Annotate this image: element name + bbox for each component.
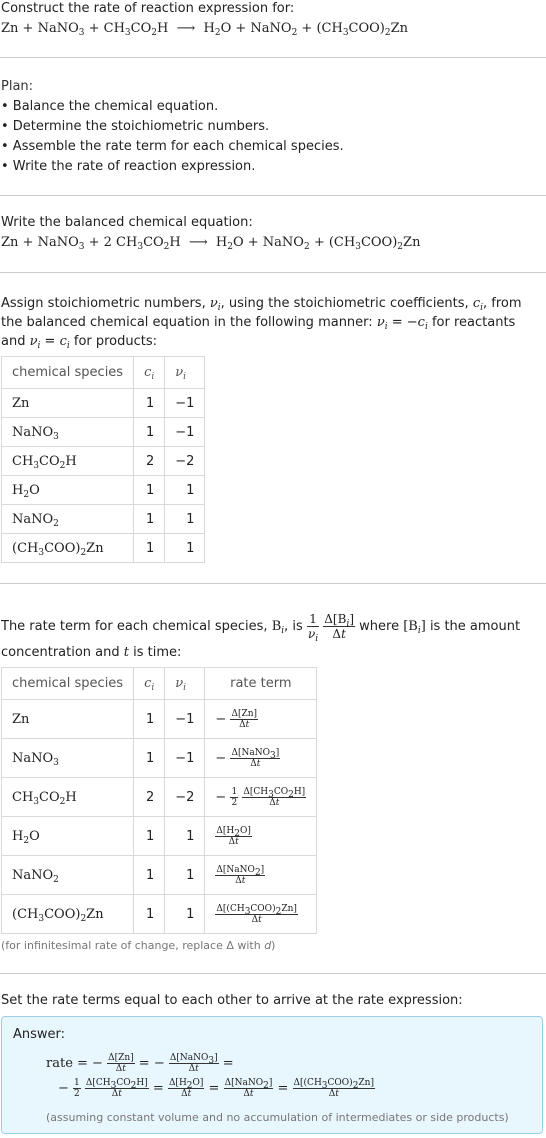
- nu-cell: −1: [165, 418, 205, 447]
- assumption-note: (assuming constant volume and no accumulation of intermediates or side products): [46, 1111, 509, 1124]
- answer-box: [1, 1016, 543, 1134]
- column-header: chemical species: [2, 357, 134, 389]
- species-cell: NaNO$_2$: [2, 856, 134, 895]
- c-cell: 1: [134, 817, 165, 856]
- column-header: $\nu_i$: [165, 357, 205, 389]
- c-cell: 1: [134, 389, 165, 418]
- species-cell: NaNO$_2$: [2, 505, 134, 534]
- divider: [0, 973, 546, 974]
- nu-cell: 1: [165, 856, 205, 895]
- nu-cell: −1: [165, 389, 205, 418]
- table-row: [2, 895, 317, 934]
- stoich-intro: the balanced chemical equation in the following manner: $\nu_i = -c_i$ for reactants: [1, 315, 516, 332]
- species-cell: $CH_3CO_2H$: [2, 778, 134, 817]
- nu-cell: −1: [165, 739, 205, 778]
- prompt-title: Construct the rate of reaction expression for:: [1, 1, 295, 16]
- table-row: [2, 476, 205, 505]
- c-cell: 1: [134, 534, 165, 563]
- nu-cell: 1: [165, 505, 205, 534]
- balanced-equation: Zn + NaNO$_3$ + 2 $CH_3CO_2H$ ⟶ $H_2O$ + NaNO$_2$ + $(CH_3COO)_2Zn$: [1, 235, 421, 252]
- table-row: [2, 856, 317, 895]
- c-cell: 1: [134, 739, 165, 778]
- rate-term-cell: $\frac{\Delta[NaNO_2]}{\Delta t}$: [205, 856, 317, 895]
- table-row: [2, 700, 317, 739]
- plan-step: • Assemble the rate term for each chemical species.: [1, 139, 344, 154]
- species-cell: NaNO$_3$: [2, 739, 134, 778]
- table-row: [2, 447, 205, 476]
- species-cell: NaNO$_3$: [2, 418, 134, 447]
- divider: [0, 272, 546, 273]
- plan-step: • Balance the chemical equation.: [1, 99, 219, 114]
- rate-term-formula: $\frac{1}{\nu_i}$: [307, 612, 319, 644]
- table-row: [2, 817, 317, 856]
- divider: [0, 195, 546, 196]
- species-cell: Zn: [2, 700, 134, 739]
- rate-expression-line2: − $\frac{1}{2}$ $\frac{\Delta[CH_3CO_2H]}{\Delta t}$ = $\frac{\Delta[H_2O]}{\Delta t}$ = $\frac{\Delta[NaNO_2]}{\Delta t}$ = $\frac{\Delta[(CH_3COO)_2Zn]}{\Delta t}$: [58, 1078, 374, 1099]
- nu-cell: 1: [165, 534, 205, 563]
- table-row: [2, 739, 317, 778]
- species-cell: $H_2O$: [2, 817, 134, 856]
- c-cell: 2: [134, 778, 165, 817]
- c-cell: 1: [134, 856, 165, 895]
- table-row: [2, 389, 205, 418]
- c-cell: 1: [134, 895, 165, 934]
- species-cell: $(CH_3COO)_2Zn$: [2, 534, 134, 563]
- c-cell: 1: [134, 418, 165, 447]
- column-header: $c_i$: [134, 668, 165, 700]
- c-cell: 2: [134, 447, 165, 476]
- rate-term-intro: The rate term for each chemical species, $B_i$, is $\frac{1}{\nu_i}$ $\frac{\Delta[B_i]}{\Delta t}$ where $[B_i]$ is the amount: [1, 612, 521, 644]
- divider: [0, 57, 546, 58]
- c-cell: 1: [134, 700, 165, 739]
- stoich-table: [1, 356, 205, 563]
- nu-cell: −1: [165, 700, 205, 739]
- nu-cell: 1: [165, 476, 205, 505]
- plan-heading: Plan:: [1, 79, 34, 94]
- stoich-intro: Assign stoichiometric numbers, $\nu_i$, using the stoichiometric coefficients, $c_i$, from: [1, 296, 522, 313]
- stoich-intro: and $\nu_i = c_i$ for products:: [1, 334, 158, 351]
- rate-term-table: [1, 667, 317, 934]
- table-row: [2, 505, 205, 534]
- answer-label: Answer:: [13, 1027, 66, 1042]
- column-header: rate term: [205, 668, 317, 700]
- nu-cell: −2: [165, 447, 205, 476]
- species-cell: Zn: [2, 389, 134, 418]
- rate-label: rate: [46, 1056, 73, 1071]
- infinitesimal-note: (for infinitesimal rate of change, replace Δ with d): [1, 939, 276, 952]
- column-header: chemical species: [2, 668, 134, 700]
- plan-step: • Determine the stoichiometric numbers.: [1, 119, 270, 134]
- reaction-equation: Zn + NaNO$_3$ + $CH_3CO_2H$ ⟶ $H_2O$ + NaNO$_2$ + $(CH_3COO)_2Zn$: [1, 21, 409, 38]
- rate-term-formula: $\frac{\Delta[B_i]}{\Delta t}$: [324, 612, 355, 641]
- species-cell: $H_2O$: [2, 476, 134, 505]
- table-row: [2, 418, 205, 447]
- plan-step: • Write the rate of reaction expression.: [1, 159, 256, 174]
- column-header: $c_i$: [134, 357, 165, 389]
- table-row: [2, 778, 317, 817]
- nu-cell: 1: [165, 895, 205, 934]
- species-cell: $CH_3CO_2H$: [2, 447, 134, 476]
- rate-term-cell: $\frac{\Delta[(CH_3COO)_2Zn]}{\Delta t}$: [205, 895, 317, 934]
- c-cell: 1: [134, 505, 165, 534]
- rate-term-cell: − $\frac{1}{2}$ $\frac{\Delta[CH_3CO_2H]}{\Delta t}$: [205, 778, 317, 817]
- divider: [0, 583, 546, 584]
- rate-term-intro: concentration and t is time:: [1, 645, 182, 660]
- table-row: [2, 534, 205, 563]
- rate-term-cell: − $\frac{\Delta[Zn]}{\Delta t}$: [205, 700, 317, 739]
- nu-cell: −2: [165, 778, 205, 817]
- final-heading: Set the rate terms equal to each other to arrive at the rate expression:: [1, 993, 463, 1008]
- rate-term-cell: − $\frac{\Delta[NaNO_3]}{\Delta t}$: [205, 739, 317, 778]
- nu-cell: 1: [165, 817, 205, 856]
- rate-expression-line1: rate = − $\frac{\Delta[Zn]}{\Delta t}$ = − $\frac{\Delta[NaNO_3]}{\Delta t}$ =: [46, 1053, 234, 1074]
- c-cell: 1: [134, 476, 165, 505]
- column-header: $\nu_i$: [165, 668, 205, 700]
- rate-term-cell: $\frac{\Delta[H_2O]}{\Delta t}$: [205, 817, 317, 856]
- balanced-heading: Write the balanced chemical equation:: [1, 215, 253, 230]
- species-cell: $(CH_3COO)_2Zn$: [2, 895, 134, 934]
